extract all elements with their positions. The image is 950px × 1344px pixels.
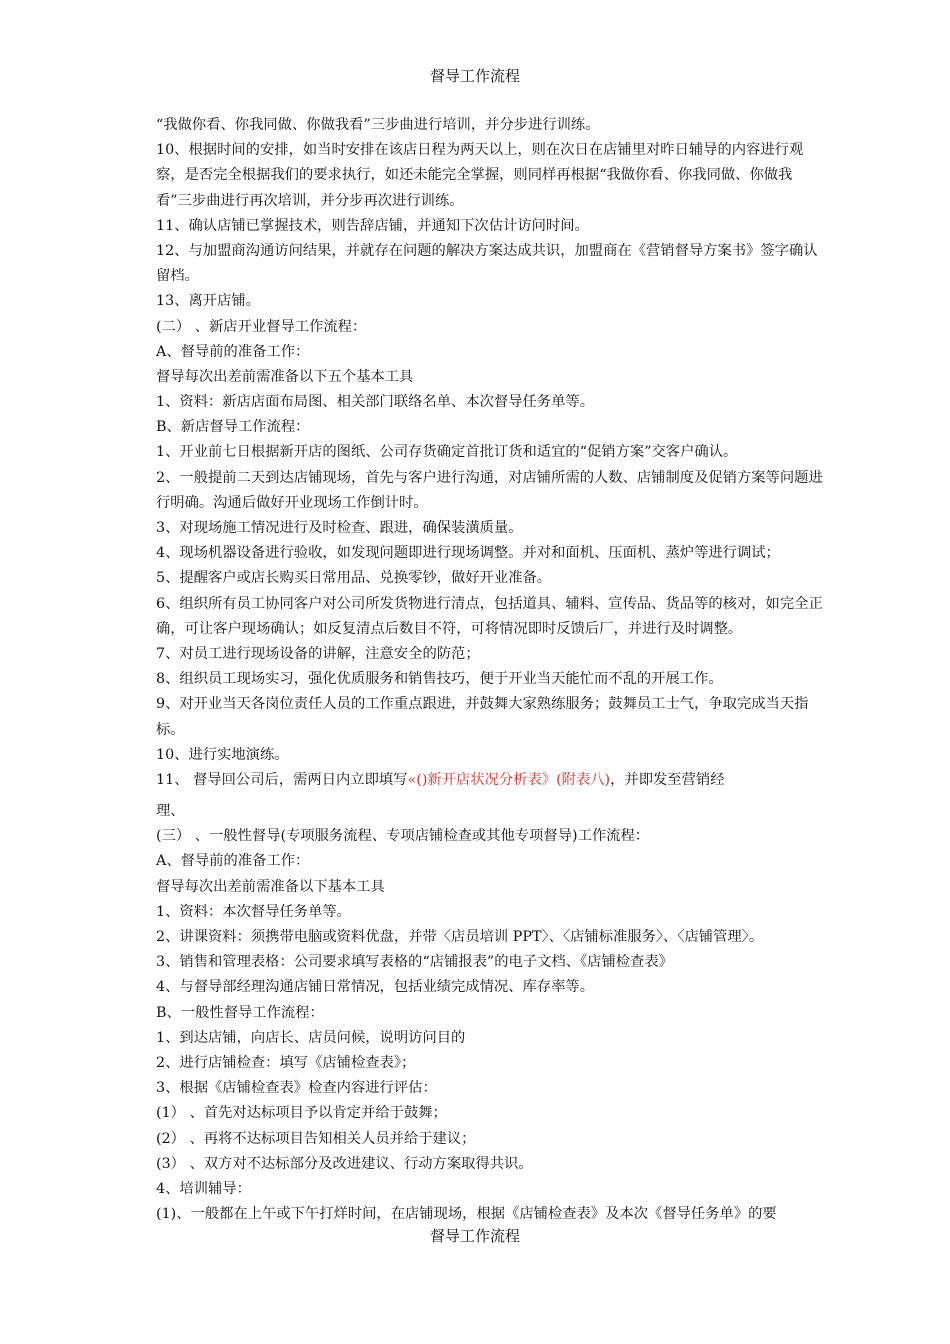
line-prefix: 11、 督导回公司后，需两日内立即填写 — [156, 771, 408, 788]
text-line: 看”三步曲进行再次培训，并分步再次进行训练。 — [156, 192, 464, 209]
text-line: 行明确。沟通后做好开业现场工作倒计时。 — [156, 494, 428, 511]
text-line: 2、讲课资料：须携带电脑或资料优盘，并带〈店员培训 PPT〉、〈店铺标准服务〉、〈店铺管理〉。 — [156, 929, 764, 945]
text-line: 4、现场机器设备进行验收，如发现问题即进行现场调整。并对和面机、压面机、蒸炉等进行调试； — [156, 545, 780, 562]
form-reference-link: «()新开店状况分析表》(附表八) — [407, 771, 611, 788]
text-line: 2、一般提前二天到达店铺现场，首先与客户进行沟通，对店铺所需的人数、店铺制度及促销方案等问题进 — [156, 469, 823, 486]
text-line: (1)、一般都在上午或下午打烊时间，在店铺现场，根据《店铺检查表》及本次《督导任务单》的要 — [156, 1206, 777, 1223]
text-line: 9、对开业当天各岗位责任人员的工作重点跟进，并鼓舞大家熟练服务；鼓舞员工士气，争取完成当天指 — [156, 696, 809, 713]
text-line-with-highlight — [156, 768, 916, 793]
text-line: (2） 、再将不达标项目告知相关人员并给于建议； — [156, 1130, 476, 1147]
text-line: 2、进行店铺检查：填写《店铺检查表》； — [156, 1054, 416, 1071]
subsection-heading: A、督导前的准备工作： — [156, 853, 310, 870]
text-line: 1、到达店铺，向店长、店员问候，说明访问目的 — [156, 1029, 466, 1046]
document-body — [156, 113, 916, 1227]
section-heading: (二） 、新店开业督导工作流程： — [156, 318, 367, 335]
subsection-heading: B、新店督导工作流程： — [156, 419, 310, 436]
text-line: 4、与督导部经理沟通店铺日常情况，包括业绩完成情况、库存率等。 — [156, 979, 594, 996]
page-header-title: 督导工作流程 — [429, 67, 520, 85]
text-line: 确，可让客户现场确认；如反复清点后数目不符，可将情况即时反馈后厂，并进行及时调整。 — [156, 620, 743, 637]
text-line: 10、进行实地演练。 — [156, 746, 289, 763]
text-line: 1、资料：本次督导任务单等。 — [156, 903, 351, 920]
text-line: 1、资料：新店店面布局图、相关部门联络名单、本次督导任务单等。 — [156, 394, 594, 411]
section-heading: (三） 、一般性督导(专项服务流程、专项店铺检查或其他专项督导)工作流程： — [156, 828, 650, 845]
text-line: 察，是否完全根据我们的要求执行，如还未能完全掌握，则同样再根据“我做你看、你我同做、你做我 — [156, 167, 793, 184]
text-line: 理、 — [156, 803, 185, 820]
text-line: (3） 、双方对不达标部分及改进建议、行动方案取得共识。 — [156, 1155, 533, 1172]
text-line: 督导每次出差前需准备以下基本工具 — [156, 878, 385, 895]
text-line: 10、根据时间的安排，如当时安排在该店日程为两天以上，则在次日在店铺里对昨日辅导的内容进行观 — [156, 142, 804, 159]
text-line: 13、离开店铺。 — [156, 293, 260, 310]
text-line: 1、开业前七日根据新开店的图纸、公司存货确定首批订货和适宜的“促销方案”交客户确认。 — [156, 444, 738, 461]
text-line: 12、与加盟商沟通访问结果，并就存在问题的解决方案达成共识，加盟商在《营销督导方案书》签字确认 — [156, 242, 818, 259]
text-line: (1） 、首先对达标项目予以肯定并给于鼓舞； — [156, 1105, 447, 1122]
text-line: 督导每次出差前需准备以下五个基本工具 — [156, 368, 414, 385]
text-line: 4、培训辅导： — [156, 1180, 251, 1197]
text-line: 3、根据《店铺检查表》检查内容进行评估： — [156, 1080, 437, 1097]
text-line: 3、对现场施工情况进行及时检查、跟进，确保装潢质量。 — [156, 520, 523, 536]
text-line: 5、提醒客户或店长购买日常用品、兑换零钞，做好开业准备。 — [156, 570, 552, 587]
text-line: 6、组织所有员工协同客户对公司所发货物进行清点，包括道具、辅料、宣传品、货品等的核对，如完全正 — [156, 595, 823, 612]
subsection-heading: A、督导前的准备工作： — [156, 343, 310, 360]
text-line: 7、对员工进行现场设备的讲解，注意安全的防范； — [156, 645, 480, 662]
text-line: 留档。 — [156, 268, 199, 285]
text-line: 标。 — [156, 721, 185, 738]
text-line: 8、组织员工现场实习，强化优质服务和销售技巧，便于开业当天能忙而不乱的开展工作。 — [156, 671, 723, 688]
text-line: 3、销售和管理表格：公司要求填写表格的“店铺报表”的电子文档、《店铺检查表》 — [156, 954, 673, 971]
subsection-heading: B、一般性督导工作流程： — [156, 1004, 324, 1021]
page-footer-title: 督导工作流程 — [429, 1227, 520, 1245]
text-line: 11、确认店铺已掌握技术，则告辞店铺，并通知下次估计访问时间。 — [156, 217, 589, 234]
text-line: “我做你看、你我同做、你做我看”三步曲进行培训，并分步进行训练。 — [156, 117, 600, 133]
line-suffix: ，并即发至营销经 — [610, 771, 725, 788]
